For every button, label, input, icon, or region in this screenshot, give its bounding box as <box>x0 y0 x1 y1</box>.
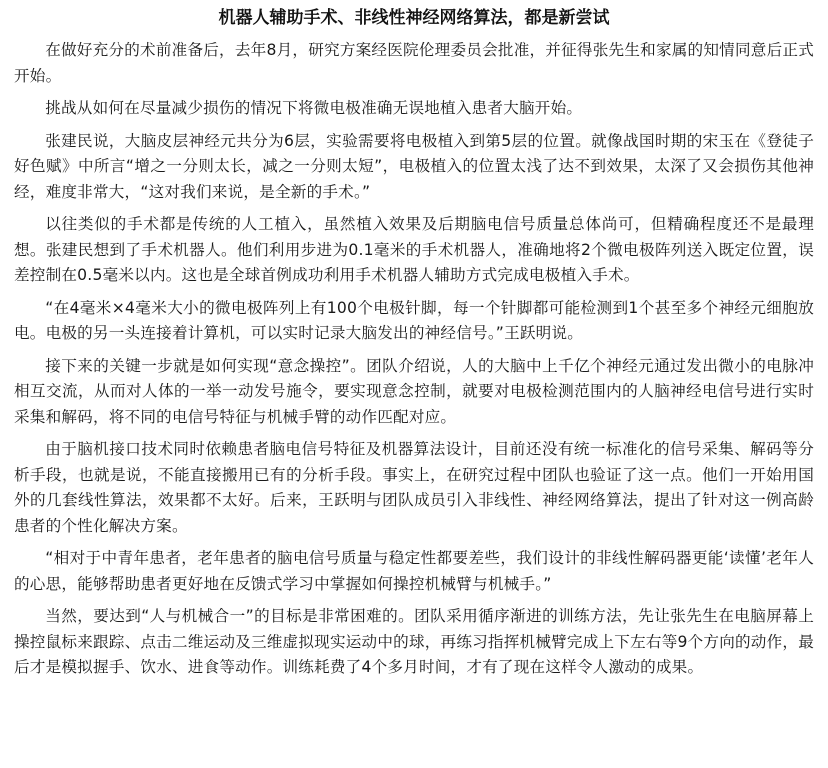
paragraph: 由于脑机接口技术同时依赖患者脑电信号特征及机器算法设计，目前还没有统一标准化的信号采集、解码等分析手段，也就是说，不能直接搬用已有的分析手段。事实上，在研究过程中团队也验证了这一点。他们一开始用国外的几套线性算法，效果都不太好。后来，王跃明与团队成员引入非线性、神经网络算法，提出了针对这一例高龄患者的个性化解决方案。 <box>14 440 814 535</box>
paragraph: 挑战从如何在尽量减少损伤的情况下将微电极准确无误地植入患者大脑开始。 <box>45 99 583 117</box>
paragraph: 接下来的关键一步就是如何实现“意念操控”。团队介绍说，人的大脑中上千亿个神经元通过发出微小的电脉冲相互交流，从而对人体的一举一动发号施令，要实现意念控制，就要对电极检测范围内的人脑神经电信号进行实时采集和解码，将不同的电信号特征与机械手臂的动作匹配对应。 <box>14 356 814 426</box>
article-title: 机器人辅助手术、非线性神经网络算法，都是新尝试 <box>218 8 610 28</box>
paragraph: “在4毫米×4毫米大小的微电极阵列上有100个电极针脚，每一个针脚都可能检测到1个甚至多个神经元细胞放电。电极的另一头连接着计算机，可以实时记录大脑发出的神经信号。”王跃明说。 <box>14 298 814 342</box>
paragraph: 张建民说，大脑皮层神经元共分为6层，实验需要将电极植入到第5层的位置。就像战国时期的宋玉在《登徒子好色赋》中所言“增之一分则太长，减之一分则太短”，电极植入的位置太浅了达不到效果，太深了又会损伤其他神经，难度非常大，“这对我们来说，是全新的手术。” <box>14 131 814 201</box>
paragraph: 以往类似的手术都是传统的人工植入，虽然植入效果及后期脑电信号质量总体尚可，但精确程度还不是最理想。张建民想到了手术机器人。他们利用步进为0.1毫米的手术机器人，准确地将2个微电极阵列送入既定位置，误差控制在0.5毫米以内。这也是全球首例成功利用手术机器人辅助方式完成电极植入手术。 <box>14 215 814 284</box>
paragraph: 在做好充分的术前准备后，去年8月，研究方案经医院伦理委员会批准，并征得张先生和家属的知情同意后正式开始。 <box>14 41 814 85</box>
paragraph: 当然，要达到“人与机械合一”的目标是非常困难的。团队采用循序渐进的训练方法，先让张先生在电脑屏幕上操控鼠标来跟踪、点击二维运动及三维虚拟现实运动中的球，再练习指挥机械臂完成上下左右等9个方向的动作，最后才是模拟握手、饮水、进食等动作。训练耗费了4个多月时间，才有了现在这样令人激动的成果。 <box>14 607 814 676</box>
paragraph: “相对于中青年患者，老年患者的脑电信号质量与稳定性都要差些，我们设计的非线性解码器更能‘读懂’老年人的心思，能够帮助患者更好地在反馈式学习中掌握如何操控机械臂与机械手。” <box>14 549 814 593</box>
